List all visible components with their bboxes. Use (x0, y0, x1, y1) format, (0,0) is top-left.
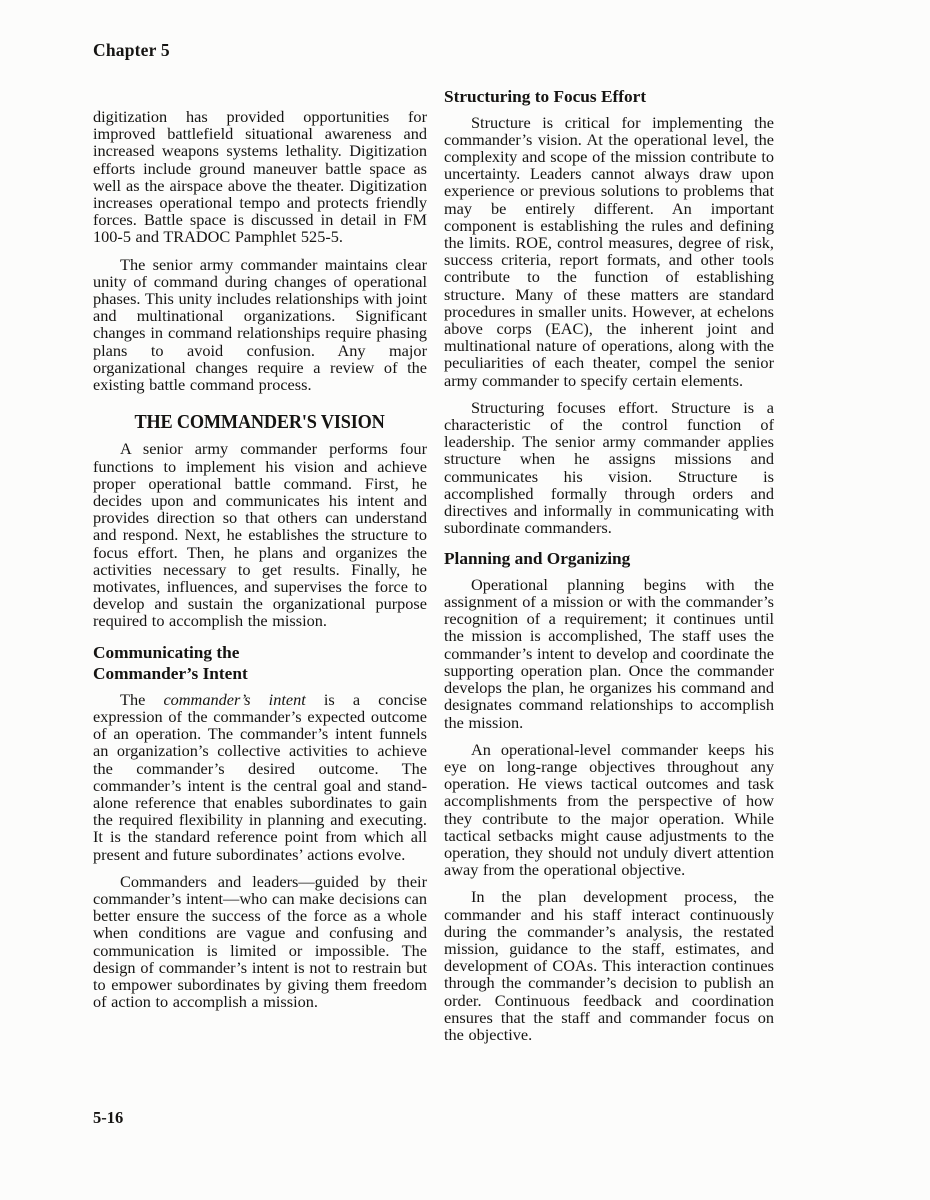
subheading-line-1: Communicating the (93, 642, 240, 662)
paragraph-plan-development: In the plan development process, the commander and his staff interact continuously during the commander’s analysis, the restated mission, guidance to the staff, estimates, and development of COAs. This interaction continues through the commander’s decision to publish an order. Continuous feedback and coordination ensures that the staff and commander focus on the objective. (444, 887, 774, 1044)
paragraph-digitization: digitization has provided opportunities for improved battlefield situational awareness and increased weapons systems lethality. Digitization efforts include ground maneuver battle space as well as the airspace above the theater. Digitization increases operational tempo and protects friendly forces. Battle space is discussed in detail in FM 100-5 and TRADOC Pamphlet 525-5. (93, 107, 427, 247)
right-column (444, 86, 774, 1053)
page-number: 5-16 (93, 1108, 124, 1127)
paragraph-long-range-objectives: An operational-level commander keeps his eye on long-range objectives throughout any operation. He views tactical outcomes and task accomplishments from the perspective of how they contribute to the major operation. While tactical setbacks might cause adjustments to the operation, they should not unduly divert attention away from the operational objective. (444, 739, 774, 880)
paragraph-four-functions: A senior army commander performs four functions to implement his vision and achieve proper operational battle command. First, he decides upon and communicates his intent and provides direction so that others can understand and respond. Next, he establishes the structure to focus effort. Then, he plans and organizes the activities necessary to get results. Finally, he motivates, influences, and supervises the force to develop and sustain the organizational purpose required to accomplish the mission. (93, 439, 427, 631)
text-fragment-rest: is a concise expression of the commander’s expected outcome of an operation. The commander’s intent funnels an organization’s collective activities to achieve the commander’s desired outcome. The commander’s intent is the central goal and stand-alone reference that enables subordinates to gain the required flexibility in planning and executing. It is the standard reference point from which all present and future subordinates’ actions evolve. (93, 689, 428, 864)
section-heading-commanders-vision (93, 410, 427, 434)
subheading-planning-and-organizing: Planning and Organizing (444, 549, 631, 569)
left-column (93, 108, 427, 1020)
paragraph-operational-planning: Operational planning begins with the assignment of a mission or with the commander’s recognition of a requirement; it continues until the mission is accomplished, The staff uses the commander’s intent to develop and coordinate the supporting operation plan. Once the commander develops the plan, he organizes his command and designates command relationships to accomplish the mission. (444, 574, 774, 732)
text-fragment-prefix: The (120, 689, 164, 709)
paragraph-commanders-intent-definition (93, 691, 427, 863)
section-heading-text: THE COMMANDER'S VISION (134, 411, 386, 434)
subheading-communicating-intent (93, 642, 427, 685)
paragraph-structuring-focuses-effort: Structuring focuses effort. Structure is a characteristic of the control function of leadership. The senior army commander applies structure when he assigns missions and communicates his vision. Structure is accomplished formally through orders and directives and informally in communicating with subordinate commanders. (444, 397, 774, 538)
subheading-line-2: Commander’s Intent (93, 664, 248, 684)
paragraph-unity-of-command: The senior army commander maintains clear unity of command during changes of operational phases. This unity includes relationships with joint and multinational organizations. Significant changes in command relationships require phasing plans to avoid confusion. Any major organizational changes require a review of the existing battle command process. (93, 254, 427, 395)
chapter-header: Chapter 5 (93, 40, 170, 60)
subheading-structuring-to-focus-effort: Structuring to Focus Effort (444, 87, 647, 106)
paragraph-commanders-and-leaders: Commanders and leaders—guided by their commander’s intent—who can make decisions can better ensure the success of the force as a whole when conditions are vague and confusing and communication is limited or impossible. The design of commander’s intent is not to restrain but to empower subordinates by giving them freedom of action to accomplish a mission. (93, 871, 427, 1012)
text-fragment-italic-term: commander’s intent (163, 689, 306, 709)
paragraph-structure-critical: Structure is critical for implementing the commander’s vision. At the operational level, the complexity and scope of the mission contribute to uncertainty. Leaders cannot always draw upon experience or previous solutions to problems that may be entirely different. An important component is establishing the rules and defining the limits. ROE, control measures, degree of risk, success criteria, report formats, and other tools contribute to the function of establishing structure. Many of these matters are standard procedures in smaller units. However, at echelons above corps (EAC), the inherent joint and multinational nature of operations, along with the peculiarities of each theater, compel the senior army commander to specify certain elements. (444, 112, 774, 390)
